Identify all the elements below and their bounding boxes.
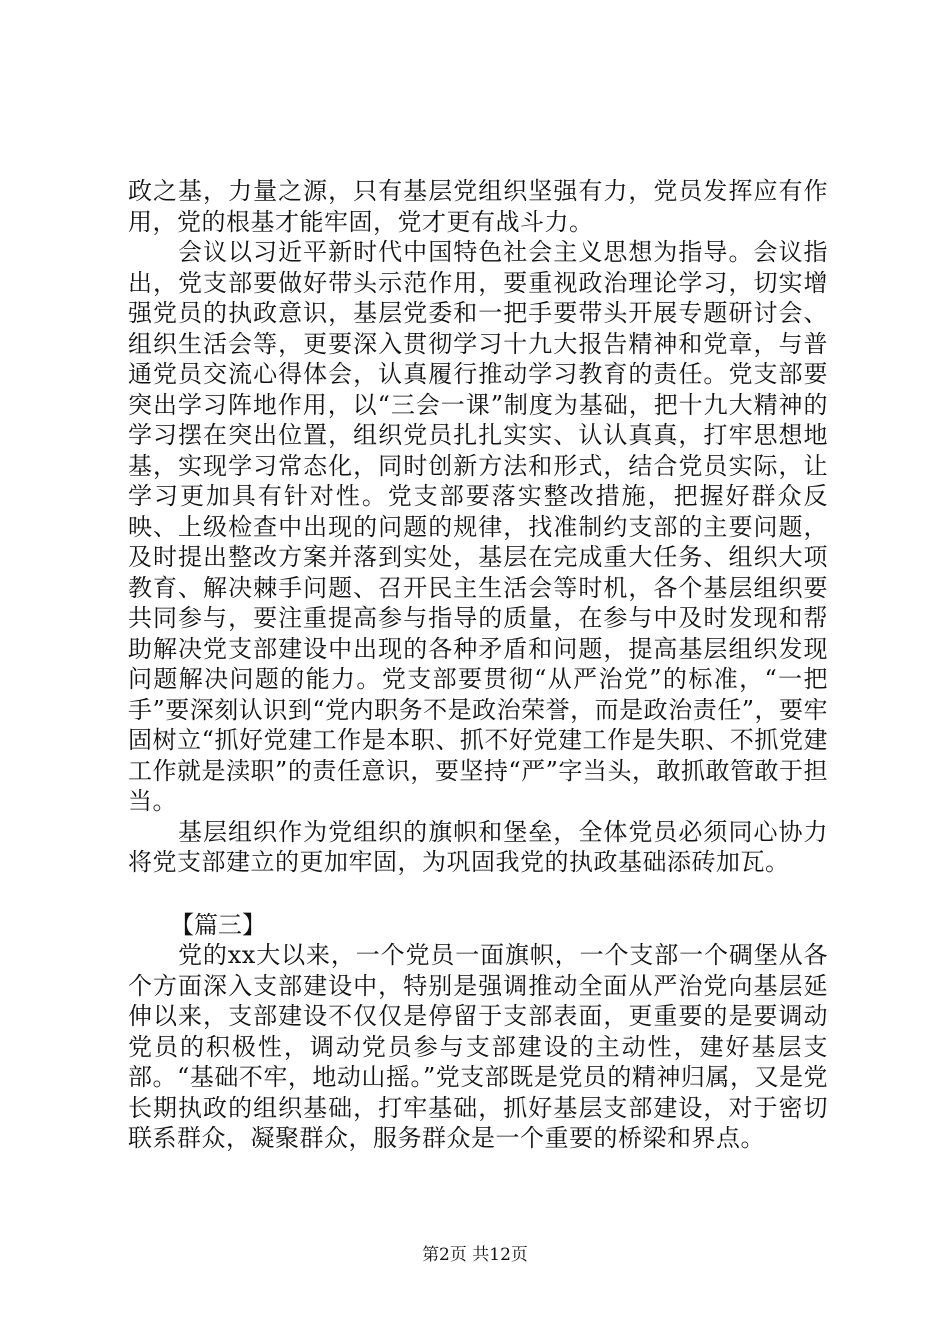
paragraph-continuation: 政之基，力量之源，只有基层党组织坚强有力，党员发挥应有作用，党的根基才能牢固，党才更有战斗力。 (128, 177, 828, 236)
document-body (128, 176, 828, 1154)
section-heading: 【篇三】 (170, 910, 266, 939)
paragraph-conclusion: 基层组织作为党组织的旗帜和堡垒，全体党员必须同心协力将党支部建立的更加牢固，为巩固我党的执政基础添砖加瓦。 (128, 817, 828, 876)
paragraph-section-three: 党的xx大以来，一个党员一面旗帜，一个支部一个碉堡从各个方面深入支部建设中，特别是强调推动全面从严治党向基层延伸以来，支部建设不仅仅是停留于支部表面，更重要的是要调动党员的积极性，调动党员参与支部建设的主动性，建好基层支部。“基础不牢，地动山摇。”党支部既是党员的精神归属，又是党长期执政的组织基础，打牢基础，抓好基层支部建设，对于密切联系群众，凝聚群众，服务群众是一个重要的桥梁和界点。 (128, 941, 828, 1152)
paragraph-meeting: 会议以习近平新时代中国特色社会主义思想为指导。会议指出，党支部要做好带头示范作用，要重视政治理论学习，切实增强党员的执政意识，基层党委和一把手要带头开展专题研讨会、组织生活会等，更要深入贯彻学习十九大报告精神和党章，与普通党员交流心得体会，认真履行推动学习教育的责任。党支部要突出学习阵地作用，以“三会一课”制度为基础，把十九大精神的学习摆在突出位置，组织党员扎扎实实、认认真真，打牢思想地基，实现学习常态化，同时创新方法和形式，结合党员实际，让学习更加具有针对性。党支部要落实整改措施，把握好群众反映、上级检查中出现的问题的规律，找准制约支部的主要问题，及时提出整改方案并落到实处，基层在完成重大任务、组织大项教育、解决棘手问题、召开民主生活会等时机，各个基层组织要共同参与，要注重提高参与指导的质量，在参与中及时发现和帮助解决党支部建设中出现的各种矛盾和问题，提高基层组织发现问题解决问题的能力。党支部要贯彻“从严治党”的标准，“一把手”要深刻认识到“党内职务不是政治荣誉，而是政治责任”，要牢固树立“抓好党建工作是本职、抓不好党建工作是失职、不抓党建工作就是渎职”的责任意识，要坚持“严”字当头，敢抓敢管敢于担当。 (128, 238, 828, 815)
page-footer: 第2页 共12页 (422, 1245, 528, 1265)
